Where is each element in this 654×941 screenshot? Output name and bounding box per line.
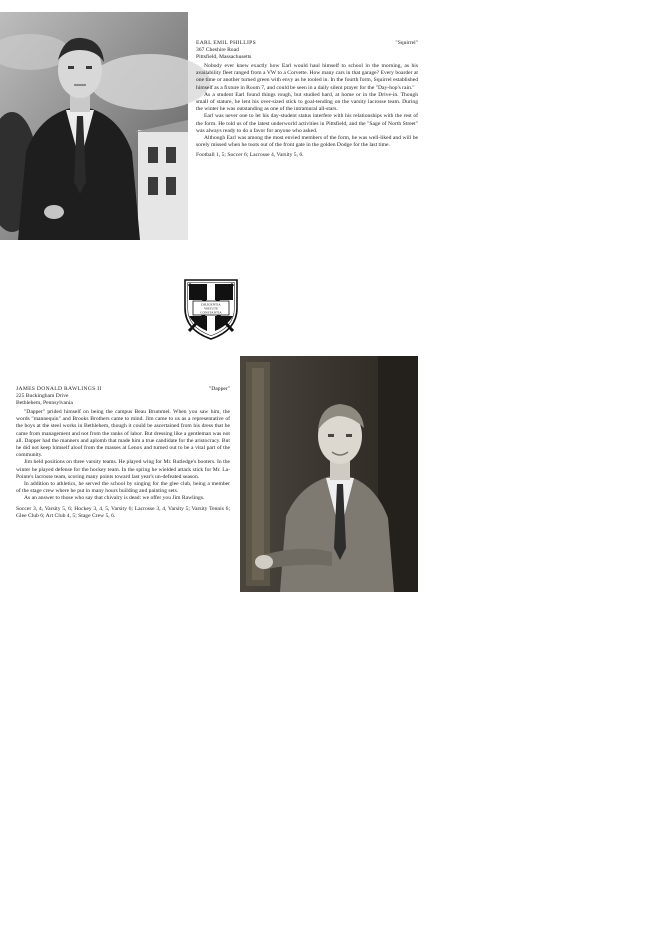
bio-paragraph: Although Earl was among the most envied members of the form, he was well-liked and will be sorely missed when he toots out of the front gate in the golden Dodge for the last time. bbox=[196, 135, 418, 149]
activities-record: Football 1, 5; Soccer 6; Lacrosse 4, Varsity 5, 6. bbox=[196, 152, 304, 159]
address-line: Pittsfield, Massachusetts bbox=[196, 53, 252, 60]
portrait-photo-james bbox=[240, 356, 650, 938]
biography-james bbox=[16, 386, 230, 520]
crest-shield-icon bbox=[181, 276, 241, 342]
student-nickname: "Squirrel" bbox=[395, 40, 418, 46]
bio-paragraph: As a student Earl found things rough, but studied hard, at home or in the Drive-in. Though small of stature, he lent his over-sized stick to goal-tending on the varsity lacrosse team. During the winter he was outstanding as one of the intramural all-stars. bbox=[196, 91, 418, 113]
student-name: JAMES DONALD RAWLINGS II bbox=[16, 386, 102, 392]
school-crest bbox=[181, 276, 241, 342]
bio-paragraph: Jim held positions on three varsity teams. He played wing for Mr. Rutledge's booters. In the winter he played defense for the hockey team. In the spring he wielded attack stick for Mr. La-Pointe's lacrosse team, scoring many points toward last year's un-defeated season. bbox=[16, 459, 230, 480]
activities-record: Soccer 3, 4, Varsity 5, 6; Hockey 3, 4, 5, Varsity 6; Lacrosse 3, 4, Varsity 5; Varsity Tennis 6; Glee Club 6; Art Club 4, 5; Stage Crew 5, 6. bbox=[16, 505, 230, 519]
crest-motto-line: CONSTANTIA bbox=[200, 310, 222, 315]
portrait-photo-earl bbox=[0, 12, 188, 240]
student-nickname: "Dapper" bbox=[208, 386, 230, 392]
student-header bbox=[16, 386, 230, 393]
bio-paragraph: In addition to athletics, he served the school by singing for the glee club, being a member of the stage crew where he put in many hours building and painting sets. bbox=[16, 481, 230, 495]
student-header bbox=[196, 40, 418, 47]
page-number: 53 bbox=[640, 929, 650, 938]
biography-earl bbox=[196, 40, 418, 160]
address-line: Bethlehem, Pennsylvania bbox=[16, 399, 73, 406]
bio-paragraph: Nobody ever knew exactly how Earl would haul himself to school in the morning, as his availability fleet ranged from a VW to a Corvette. How many cars in that garage? Every boarder at one time or another turned green with envy as he tooled in. In the fourth form, Squirrel established himself as a fixture in Room 7, and could be seen in a daily silent prayer for the "Day-hop's rain." bbox=[196, 63, 418, 91]
address-line: 367 Cheshire Road bbox=[196, 47, 239, 54]
portrait-james-graphic bbox=[240, 356, 418, 592]
student-name: EARL EMIL PHILLIPS bbox=[196, 40, 256, 46]
crest-motto-line: VIRTUTE bbox=[203, 306, 219, 311]
crest-motto-line: DILIGENTIA bbox=[201, 302, 221, 307]
bio-paragraph: As an answer to those who say that chivalry is dead: we offer you Jim Rawlings. bbox=[24, 495, 205, 502]
bio-paragraph: "Dapper" prided himself on being the campus Beau Brummel. When you saw him, the words "mannequin" and Brooks Brothers came to mind. Jim came to us as a representative of the boys at the steel works in Bethlehem, though it could be ascertained from his dress that he came from management and not from the ranks of labor. But dressing like a gentleman was not all. Dapper had the manners and aplomb that made him a true candidate for the aristocracy. But he did not keep himself aloof from the masses at Lenox and turned out to be a vital part of the community. bbox=[16, 409, 230, 459]
address-line: 225 Buckingham Drive bbox=[16, 393, 69, 400]
bio-paragraph: Earl was never one to let his day-student status interfere with his relationships with the rest of the form. He told us of the latest underworld activities in Pittsfield, and the "Sage of North Street" was always ready to do a favor for anyone who asked. bbox=[196, 113, 418, 134]
portrait-earl-graphic bbox=[0, 12, 188, 240]
